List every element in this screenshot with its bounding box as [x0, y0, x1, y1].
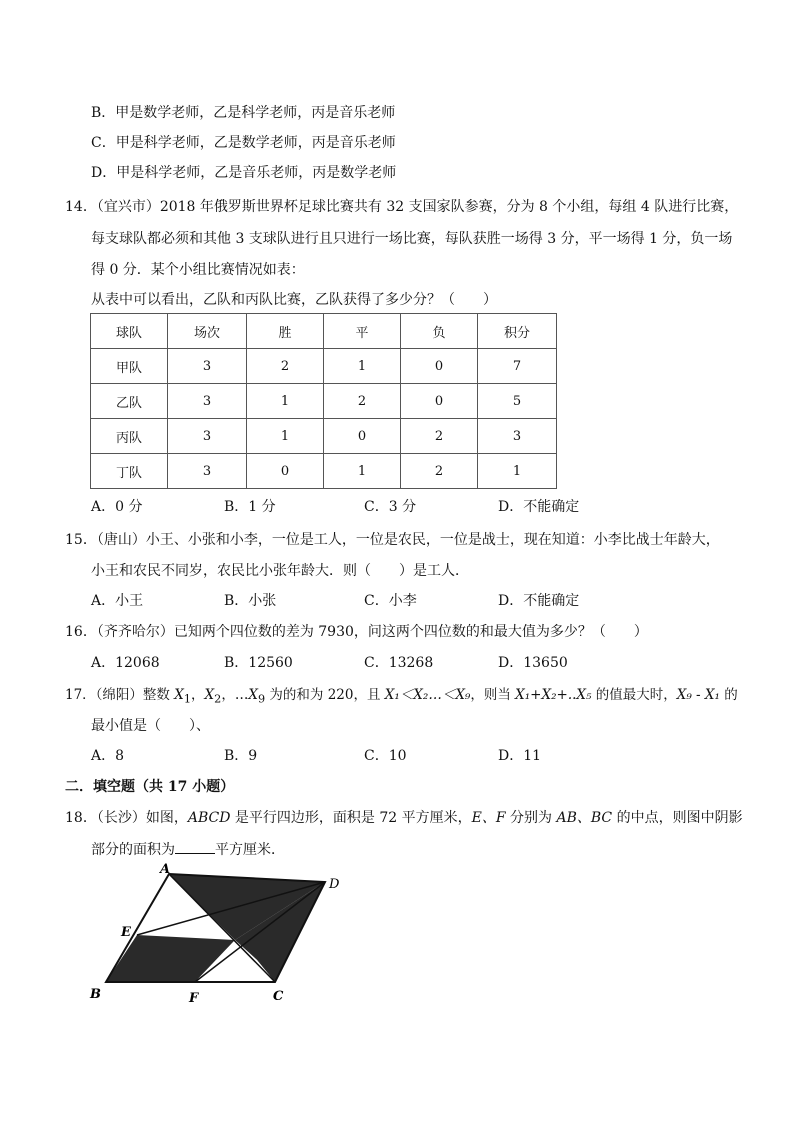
q13-option-d: D．甲是科学老师，乙是音乐老师，丙是数学老师 — [91, 165, 397, 181]
q17-condition: X₁＜X₂…＜X₉ — [384, 687, 471, 703]
q17-text-d: 的值最大时， — [591, 687, 677, 703]
table-cell: 2 — [401, 454, 478, 489]
q16-options — [91, 653, 731, 673]
q17-line-1 — [65, 685, 738, 710]
q17-sub: 1 — [183, 692, 192, 706]
q18-text-f: 平方厘米． — [215, 842, 285, 858]
table-cell: 0 — [401, 384, 478, 419]
q17-var-x: X — [174, 687, 184, 703]
answer-blank — [175, 839, 215, 854]
table-cell: 2 — [324, 384, 401, 419]
q17-var-x: X — [204, 687, 215, 703]
q17-option-c: C．10 — [364, 748, 407, 764]
q18-text-d: 的中点，则图中阴影 — [612, 810, 743, 826]
q17-sep: ， — [191, 687, 205, 703]
q18-text-b: 是平行四边形，面积是 72 平方厘米， — [230, 810, 472, 826]
q17-sub: 2 — [214, 692, 222, 706]
label-a: A — [160, 862, 171, 877]
table-header: 平 — [324, 314, 401, 349]
table-row — [91, 419, 557, 454]
q14-line-3: 得 0 分．某个小组比赛情况如表： — [91, 262, 305, 278]
table-header-row — [91, 314, 557, 349]
table-cell: 3 — [168, 384, 247, 419]
table-cell: 0 — [324, 419, 401, 454]
q17-options — [91, 746, 731, 766]
q14-line-4: 从表中可以看出，乙队和丙队比赛，乙队获得了多少分？（ ） — [91, 292, 497, 308]
q17-expression: X₁+X₂+..X₅ — [515, 687, 592, 703]
table-header: 胜 — [247, 314, 324, 349]
table-cell: 2 — [401, 419, 478, 454]
q13-option-b: B．甲是数学老师，乙是科学老师，丙是音乐老师 — [91, 105, 396, 121]
q13-option-c: C．甲是科学老师，乙是数学老师，丙是音乐老师 — [91, 135, 396, 151]
q15-option-b: B．小张 — [224, 593, 277, 609]
q17-var-x: X — [248, 687, 258, 703]
q14-option-d: D．不能确定 — [498, 499, 580, 515]
q14-line-2: 每支球队都必须和其他 3 支球队进行且只进行一场比赛，每队获胜一场得 3 分，平一场得 1 分，负一场 — [91, 231, 733, 247]
q17-option-d: D．11 — [498, 748, 542, 764]
q17-ellipsis: ，… — [221, 687, 249, 703]
q15-line-2: 小王和农民不同岁，农民比小张年龄大．则（ ）是工人． — [91, 563, 469, 579]
table-cell: 1 — [247, 419, 324, 454]
q15-options — [91, 591, 731, 611]
q17-difference: X₉ - X₁ — [676, 687, 720, 703]
table-cell: 3 — [478, 419, 557, 454]
q18-ef: E、F — [471, 810, 506, 826]
label-f: F — [189, 991, 199, 1006]
q14-option-c: C．3 分 — [364, 499, 417, 515]
table-header: 积分 — [478, 314, 557, 349]
q17-text-b: 为的和为 220，且 — [265, 687, 385, 703]
q18-line-1 — [65, 808, 743, 828]
table-header: 场次 — [168, 314, 247, 349]
table-cell: 5 — [478, 384, 557, 419]
table-cell: 0 — [247, 454, 324, 489]
q15-option-d: D．不能确定 — [498, 593, 580, 609]
q14-option-b: B．1 分 — [224, 499, 276, 515]
table-cell: 1 — [478, 454, 557, 489]
q15-line-1: 15．（唐山）小王、小张和小李，一位是工人，一位是农民，一位是战士，现在知道：小李比战士年龄大， — [65, 532, 720, 548]
q16-line-1: 16．（齐齐哈尔）已知两个四位数的差为 7930，问这两个四位数的和最大值为多少？（ ） — [65, 624, 648, 640]
q16-option-c: C．13268 — [364, 655, 434, 671]
table-row — [91, 349, 557, 384]
table-cell: 2 — [247, 349, 324, 384]
section-heading: 二．填空题（共 17 小题） — [65, 779, 235, 795]
q14-options — [91, 497, 731, 517]
label-b: B — [90, 987, 101, 1002]
q15-option-a: A．小王 — [91, 593, 144, 609]
parallelogram-figure — [85, 862, 355, 1007]
q18-abbc: AB、BC — [556, 810, 613, 826]
table-cell: 甲队 — [91, 349, 168, 384]
q15-option-c: C．小李 — [364, 593, 417, 609]
table-row — [91, 454, 557, 489]
table-cell: 1 — [324, 349, 401, 384]
q18-abcd: ABCD — [187, 810, 231, 826]
q17-text-a: 17．（绵阳）整数 — [65, 687, 175, 703]
label-d: D — [329, 877, 340, 892]
q17-option-b: B．9 — [224, 748, 258, 764]
q18-text-c: 分别为 — [505, 810, 557, 826]
table-cell: 3 — [168, 454, 247, 489]
q17-line-2: 最小值是（ ）、 — [91, 718, 210, 734]
table-cell: 1 — [247, 384, 324, 419]
q16-option-d: D．13650 — [498, 655, 568, 671]
q17-text-c: ，则当 — [470, 687, 516, 703]
table-cell: 3 — [168, 349, 247, 384]
table-cell: 0 — [401, 349, 478, 384]
q14-option-a: A．0 分 — [91, 499, 143, 515]
label-c: C — [273, 989, 284, 1004]
q18-line-2 — [91, 839, 285, 860]
table-cell: 1 — [324, 454, 401, 489]
table-cell: 乙队 — [91, 384, 168, 419]
table-header: 负 — [401, 314, 478, 349]
table-header: 球队 — [91, 314, 168, 349]
table-cell: 7 — [478, 349, 557, 384]
table-cell: 3 — [168, 419, 247, 454]
label-e: E — [121, 925, 131, 940]
q14-line-1: 14．（宜兴市）2018 年俄罗斯世界杯足球比赛共有 32 支国家队参赛，分为 8 个小组，每组 4 队进行比赛， — [65, 199, 739, 215]
q16-option-a: A．12068 — [91, 655, 160, 671]
q17-option-a: A．8 — [91, 748, 125, 764]
table-cell: 丙队 — [91, 419, 168, 454]
score-table — [90, 313, 557, 489]
q17-sub: 9 — [257, 692, 266, 706]
q18-text-e: 部分的面积为 — [91, 842, 175, 858]
q16-option-b: B．12560 — [224, 655, 293, 671]
table-row — [91, 384, 557, 419]
table-cell: 丁队 — [91, 454, 168, 489]
q17-text-e: 的 — [719, 687, 738, 703]
q18-text-a: 18．（长沙）如图， — [65, 810, 188, 826]
